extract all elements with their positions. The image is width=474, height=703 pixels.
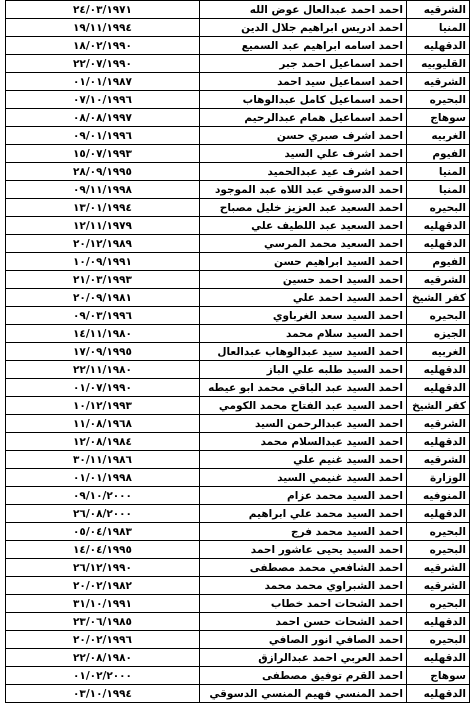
- governorate-cell: سوهاج: [407, 109, 470, 127]
- name-cell: احمد ادريس ابراهيم جلال الدين: [200, 19, 407, 37]
- table-row: [6, 1, 470, 19]
- governorate-cell: الفيوم: [407, 145, 470, 163]
- table-row: [6, 325, 470, 343]
- name-cell: احمد اشرف صبري حسن: [200, 127, 407, 145]
- table-row: [6, 541, 470, 559]
- name-cell: احمد السيد غنيم علي: [200, 451, 407, 469]
- table-row: [6, 595, 470, 613]
- governorate-cell: الدقهليه: [407, 37, 470, 55]
- table-row: [6, 433, 470, 451]
- name-cell: احمد السعيد عبد اللطيف علي: [200, 217, 407, 235]
- governorate-cell: الدقهليه: [407, 217, 470, 235]
- governorate-cell: الدقهليه: [407, 235, 470, 253]
- birthdate-cell: ٢٠/٠٢/١٩٩٦: [6, 631, 200, 649]
- birthdate-cell: ٠١/٠٢/٢٠٠٠: [6, 667, 200, 685]
- table-row: [6, 505, 470, 523]
- governorate-cell: البحيره: [407, 199, 470, 217]
- name-cell: احمد الدسوقي عبد اللاه عبد الموجود: [200, 181, 407, 199]
- table-row: [6, 253, 470, 271]
- table-row: [6, 19, 470, 37]
- birthdate-cell: ٢٢/٠٧/١٩٩٠: [6, 55, 200, 73]
- governorate-cell: البحيره: [407, 307, 470, 325]
- table-row: [6, 235, 470, 253]
- name-cell: احمد السيد طلبه علي الباز: [200, 361, 407, 379]
- name-cell: احمد اسامه ابراهيم عبد السميع: [200, 37, 407, 55]
- birthdate-cell: ٠٣/١٠/١٩٩٤: [6, 685, 200, 703]
- birthdate-cell: ٢٤/٠٣/١٩٧١: [6, 1, 200, 19]
- name-cell: احمد السيد سعد الغرباوي: [200, 307, 407, 325]
- governorate-cell: البحيره: [407, 631, 470, 649]
- birthdate-cell: ٢٣/٠٦/١٩٨٥: [6, 613, 200, 631]
- birthdate-cell: ١٥/٠٧/١٩٩٣: [6, 145, 200, 163]
- birthdate-cell: ١٤/١١/١٩٨٠: [6, 325, 200, 343]
- birthdate-cell: ٢٠/١٢/١٩٨٩: [6, 235, 200, 253]
- governorate-cell: كفر الشيخ: [407, 289, 470, 307]
- governorate-cell: الشرقيه: [407, 73, 470, 91]
- table-row: [6, 199, 470, 217]
- governorate-cell: الغربيه: [407, 127, 470, 145]
- name-cell: احمد السيد يحيى عاشور احمد: [200, 541, 407, 559]
- name-cell: احمد اشرف علي السيد: [200, 145, 407, 163]
- name-cell: احمد السيد سيد عبدالوهاب عبدالعال: [200, 343, 407, 361]
- table-row: [6, 451, 470, 469]
- governorate-cell: الجيزه: [407, 325, 470, 343]
- governorate-cell: الدقهليه: [407, 505, 470, 523]
- data-sheet: [5, 0, 470, 703]
- governorate-cell: الدقهليه: [407, 613, 470, 631]
- birthdate-cell: ١٩/١١/١٩٩٤: [6, 19, 200, 37]
- governorate-cell: القليوبيه: [407, 55, 470, 73]
- table-row: [6, 631, 470, 649]
- table-row: [6, 361, 470, 379]
- governorate-cell: البحيره: [407, 541, 470, 559]
- governorate-cell: المنيا: [407, 181, 470, 199]
- governorate-cell: الوزارة: [407, 469, 470, 487]
- birthdate-cell: ٢٦/١٢/١٩٩٠: [6, 559, 200, 577]
- governorate-cell: الدقهليه: [407, 649, 470, 667]
- table-row: [6, 343, 470, 361]
- name-cell: احمد السيد عبدالسلام محمد: [200, 433, 407, 451]
- governorate-cell: الشرقيه: [407, 271, 470, 289]
- name-cell: احمد السيد عبد الفتاح محمد الكومي: [200, 397, 407, 415]
- table-row: [6, 163, 470, 181]
- table-row: [6, 649, 470, 667]
- governorate-cell: كفر الشيخ: [407, 397, 470, 415]
- birthdate-cell: ٠٩/١٠/٢٠٠٠: [6, 487, 200, 505]
- governorate-cell: المنيا: [407, 163, 470, 181]
- governorate-cell: الغربيه: [407, 343, 470, 361]
- governorate-cell: المنيا: [407, 19, 470, 37]
- name-cell: احمد السيد غنيمي السيد: [200, 469, 407, 487]
- table-row: [6, 109, 470, 127]
- governorate-cell: الشرقيه: [407, 415, 470, 433]
- birthdate-cell: ٢١/٠٣/١٩٩٣: [6, 271, 200, 289]
- birthdate-cell: ٠٥/٠٤/١٩٨٣: [6, 523, 200, 541]
- name-cell: احمد اسماعيل احمد جبر: [200, 55, 407, 73]
- birthdate-cell: ٠٩/٠٣/١٩٩٦: [6, 307, 200, 325]
- name-cell: احمد احمد عبدالعال عوض الله: [200, 1, 407, 19]
- name-cell: احمد اسماعيل سيد احمد: [200, 73, 407, 91]
- governorate-cell: البحيره: [407, 91, 470, 109]
- birthdate-cell: ١٢/١١/١٩٧٩: [6, 217, 200, 235]
- records-table-body: [6, 1, 470, 703]
- name-cell: احمد الصافي انور الصافي: [200, 631, 407, 649]
- table-row: [6, 145, 470, 163]
- governorate-cell: البحيره: [407, 595, 470, 613]
- birthdate-cell: ١٢/٠٨/١٩٨٤: [6, 433, 200, 451]
- birthdate-cell: ٢٠/٠٩/١٩٨١: [6, 289, 200, 307]
- birthdate-cell: ٢٢/١١/١٩٨٠: [6, 361, 200, 379]
- governorate-cell: الشرقيه: [407, 577, 470, 595]
- governorate-cell: الفيوم: [407, 253, 470, 271]
- table-row: [6, 181, 470, 199]
- name-cell: احمد السيد سلام محمد: [200, 325, 407, 343]
- name-cell: احمد المنسي فهيم المنسي الدسوقي: [200, 685, 407, 703]
- birthdate-cell: ٠٩/٠١/١٩٩٦: [6, 127, 200, 145]
- name-cell: احمد السيد ابراهيم حسن: [200, 253, 407, 271]
- name-cell: احمد السعيد محمد المرسي: [200, 235, 407, 253]
- table-row: [6, 415, 470, 433]
- table-row: [6, 271, 470, 289]
- governorate-cell: الدقهليه: [407, 685, 470, 703]
- governorate-cell: الشرقيه: [407, 1, 470, 19]
- table-row: [6, 307, 470, 325]
- records-table: [5, 0, 470, 703]
- table-row: [6, 487, 470, 505]
- governorate-cell: الدقهليه: [407, 433, 470, 451]
- name-cell: احمد العربي احمد عبدالرازق: [200, 649, 407, 667]
- governorate-cell: سوهاج: [407, 667, 470, 685]
- name-cell: احمد السعيد عبد العزيز خليل مصباح: [200, 199, 407, 217]
- name-cell: احمد السيد محمد فرج: [200, 523, 407, 541]
- table-row: [6, 55, 470, 73]
- birthdate-cell: ١٤/٠٤/١٩٩٥: [6, 541, 200, 559]
- name-cell: احمد السيد عبد الباقي محمد ابو عيطه: [200, 379, 407, 397]
- name-cell: احمد السيد عبدالرحمن السيد: [200, 415, 407, 433]
- table-row: [6, 523, 470, 541]
- birthdate-cell: ٢٢/٠٨/١٩٨٠: [6, 649, 200, 667]
- table-row: [6, 289, 470, 307]
- birthdate-cell: ٣١/١٠/١٩٩١: [6, 595, 200, 613]
- table-row: [6, 469, 470, 487]
- table-row: [6, 685, 470, 703]
- name-cell: احمد اسماعيل همام عبدالرحيم: [200, 109, 407, 127]
- governorate-cell: الدقهليه: [407, 379, 470, 397]
- birthdate-cell: ٠٧/١٠/١٩٩٦: [6, 91, 200, 109]
- table-row: [6, 559, 470, 577]
- name-cell: احمد السيد احمد علي: [200, 289, 407, 307]
- table-row: [6, 613, 470, 631]
- table-row: [6, 91, 470, 109]
- governorate-cell: المنوفيه: [407, 487, 470, 505]
- birthdate-cell: ٢٦/٠٨/٢٠٠٠: [6, 505, 200, 523]
- governorate-cell: الشرقيه: [407, 559, 470, 577]
- name-cell: احمد السيد محمد عزام: [200, 487, 407, 505]
- table-row: [6, 127, 470, 145]
- birthdate-cell: ١٠/١٢/١٩٩٣: [6, 397, 200, 415]
- birthdate-cell: ١٨/٠٢/١٩٩٠: [6, 37, 200, 55]
- name-cell: احمد الشحات احمد خطاب: [200, 595, 407, 613]
- name-cell: احمد الشبراوي محمد محمد: [200, 577, 407, 595]
- birthdate-cell: ٠٨/٠٨/١٩٩٧: [6, 109, 200, 127]
- birthdate-cell: ١٠/٠٩/١٩٩١: [6, 253, 200, 271]
- table-row: [6, 217, 470, 235]
- table-row: [6, 379, 470, 397]
- table-row: [6, 577, 470, 595]
- name-cell: احمد السيد محمد علي ابراهيم: [200, 505, 407, 523]
- name-cell: احمد الشحات حسن احمد: [200, 613, 407, 631]
- governorate-cell: البحيره: [407, 523, 470, 541]
- birthdate-cell: ١١/٠٨/١٩٦٨: [6, 415, 200, 433]
- birthdate-cell: ٢٠/٠٢/١٩٨٢: [6, 577, 200, 595]
- name-cell: احمد الشافعي محمد مصطفى: [200, 559, 407, 577]
- birthdate-cell: ٠١/٠١/١٩٩٨: [6, 469, 200, 487]
- name-cell: احمد اشرف عيد عبدالحميد: [200, 163, 407, 181]
- birthdate-cell: ١٧/٠٩/١٩٩٥: [6, 343, 200, 361]
- name-cell: احمد السيد احمد حسين: [200, 271, 407, 289]
- birthdate-cell: ٣٠/١١/١٩٨٦: [6, 451, 200, 469]
- birthdate-cell: ٠١/٠١/١٩٨٧: [6, 73, 200, 91]
- table-row: [6, 37, 470, 55]
- birthdate-cell: ٠٩/١١/١٩٩٨: [6, 181, 200, 199]
- table-row: [6, 667, 470, 685]
- birthdate-cell: ٢٨/٠٩/١٩٩٥: [6, 163, 200, 181]
- governorate-cell: الدقهليه: [407, 361, 470, 379]
- table-row: [6, 73, 470, 91]
- name-cell: احمد اسماعيل كامل عبدالوهاب: [200, 91, 407, 109]
- birthdate-cell: ١٣/٠١/١٩٩٤: [6, 199, 200, 217]
- table-row: [6, 397, 470, 415]
- birthdate-cell: ٠١/٠٧/١٩٩٠: [6, 379, 200, 397]
- governorate-cell: الشرقيه: [407, 451, 470, 469]
- name-cell: احمد القرم توفيق مصطفى: [200, 667, 407, 685]
